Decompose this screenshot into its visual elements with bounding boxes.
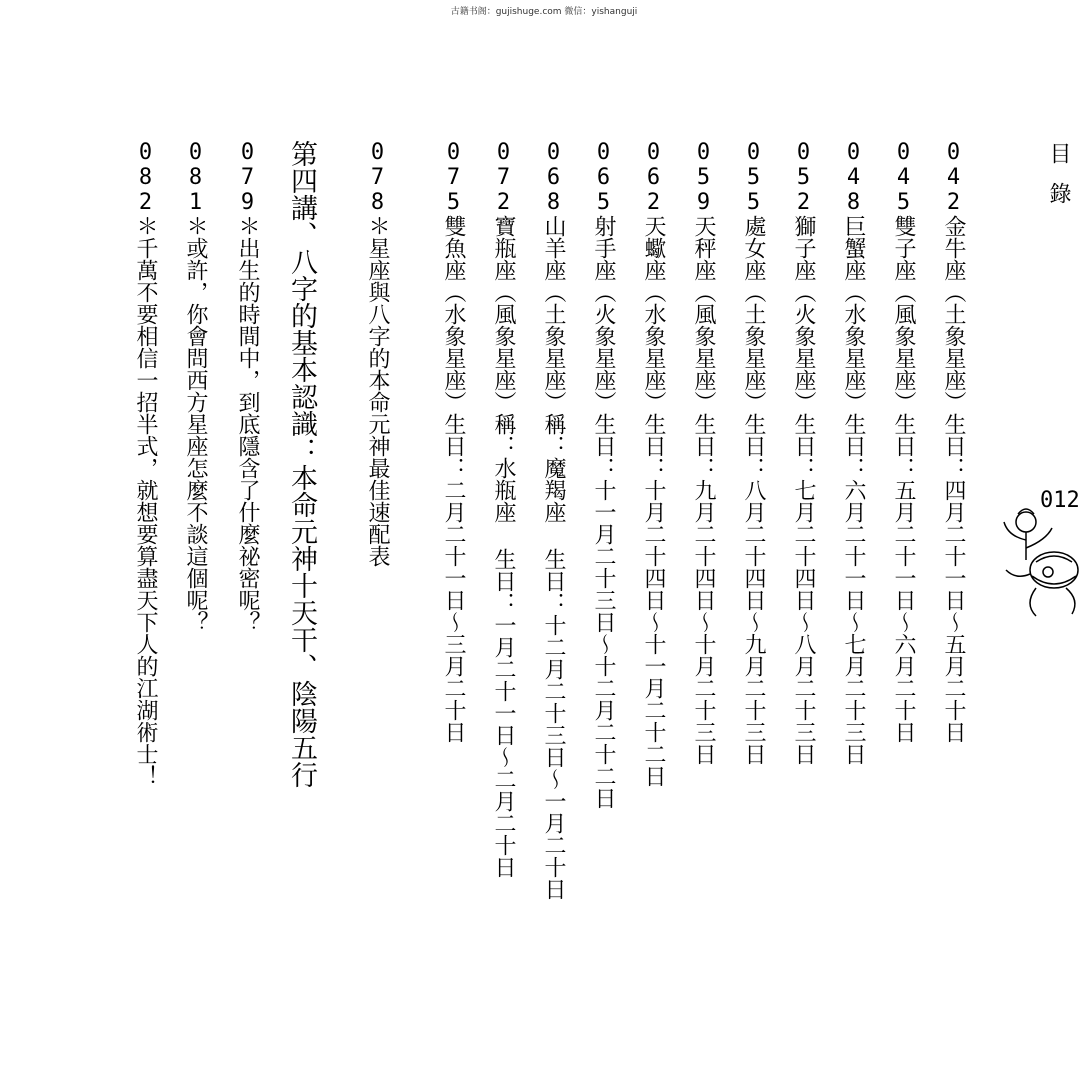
flower-ornament-icon [996, 500, 1086, 620]
toc-entry-text: 天蠍座（水象星座）生日：十月二十四日～十一月二十二日 [641, 215, 666, 787]
toc-entry [936, 140, 970, 743]
toc-entry [636, 140, 670, 787]
chapter-heading [282, 140, 320, 788]
toc-entry-text: 射手座（火象星座）生日：十一月二十三日～十二月二十二日 [591, 215, 616, 809]
toc-entry-text: ＊千萬不要相信一招半式，就想要算盡天下人的江湖術士！ [133, 215, 158, 787]
toc-page-number: 045 [891, 140, 916, 215]
watermark: 古籍书阁：gujishuge.com 微信：yishanguji [450, 7, 638, 17]
toc-entry [178, 140, 212, 633]
toc-entry-text: 巨蟹座（水象星座）生日：六月二十一日～七月二十三日 [841, 215, 866, 765]
toc-entry-text: 金牛座（土象星座）生日：四月二十一日～五月二十日 [941, 215, 966, 743]
toc-entry [486, 140, 520, 878]
toc-entry-text: ＊星座與八字的本命元神最佳速配表 [365, 215, 390, 567]
toc-page-number: 048 [841, 140, 866, 215]
toc-entry [836, 140, 870, 765]
toc-entry [786, 140, 820, 765]
toc-entry [128, 140, 162, 787]
toc-entry-text: 獅子座（火象星座）生日：七月二十四日～八月二十三日 [791, 215, 816, 765]
toc-entry-text: 寶瓶座（風象星座）稱：水瓶座 生日：一月二十一日～二月二十日 [491, 215, 516, 878]
toc-entry-text: 第四講、八字的基本認識：本命元神十天干、陰陽五行 [286, 140, 317, 788]
toc-page-number: 065 [591, 140, 616, 215]
toc-page-number: 042 [941, 140, 966, 215]
toc-page-number: 079 [235, 140, 260, 215]
toc-entry-text: 雙魚座（水象星座）生日：二月二十一日～三月二十日 [441, 215, 466, 743]
toc-entry [436, 140, 470, 743]
toc-page-number: 081 [183, 140, 208, 215]
toc-entry-text: ＊或許，你會問西方星座怎麼不談這個呢？ [183, 215, 208, 633]
toc-entry [686, 140, 720, 765]
toc-page-number: 062 [641, 140, 666, 215]
toc-page-number: 078 [365, 140, 390, 215]
page-title: 目錄 [1046, 142, 1071, 222]
toc-entry-text: 雙子座（風象星座）生日：五月二十一日～六月二十日 [891, 215, 916, 743]
toc-entry-text: 處女座（土象星座）生日：八月二十四日～九月二十三日 [741, 215, 766, 765]
toc-page-number: 068 [541, 140, 566, 215]
page-number: 012 [1040, 488, 1080, 513]
toc-page-number: 055 [741, 140, 766, 215]
toc-page-number: 072 [491, 140, 516, 215]
toc-entry [586, 140, 620, 809]
toc-entry [230, 140, 264, 633]
toc-page-number: 052 [791, 140, 816, 215]
toc-page-number: 059 [691, 140, 716, 215]
toc-entry [536, 140, 570, 900]
toc-entry [886, 140, 920, 743]
toc-page-number: 082 [133, 140, 158, 215]
toc-entry-text: 山羊座（土象星座）稱：魔羯座 生日：十二月二十三日～一月二十日 [541, 215, 566, 900]
toc-entry-text: 天秤座（風象星座）生日：九月二十四日～十月二十三日 [691, 215, 716, 765]
toc-entry-text: ＊出生的時間中，到底隱含了什麼祕密呢？ [235, 215, 260, 633]
toc-entry [736, 140, 770, 765]
toc-entry [360, 140, 394, 567]
toc-page-number: 075 [441, 140, 466, 215]
